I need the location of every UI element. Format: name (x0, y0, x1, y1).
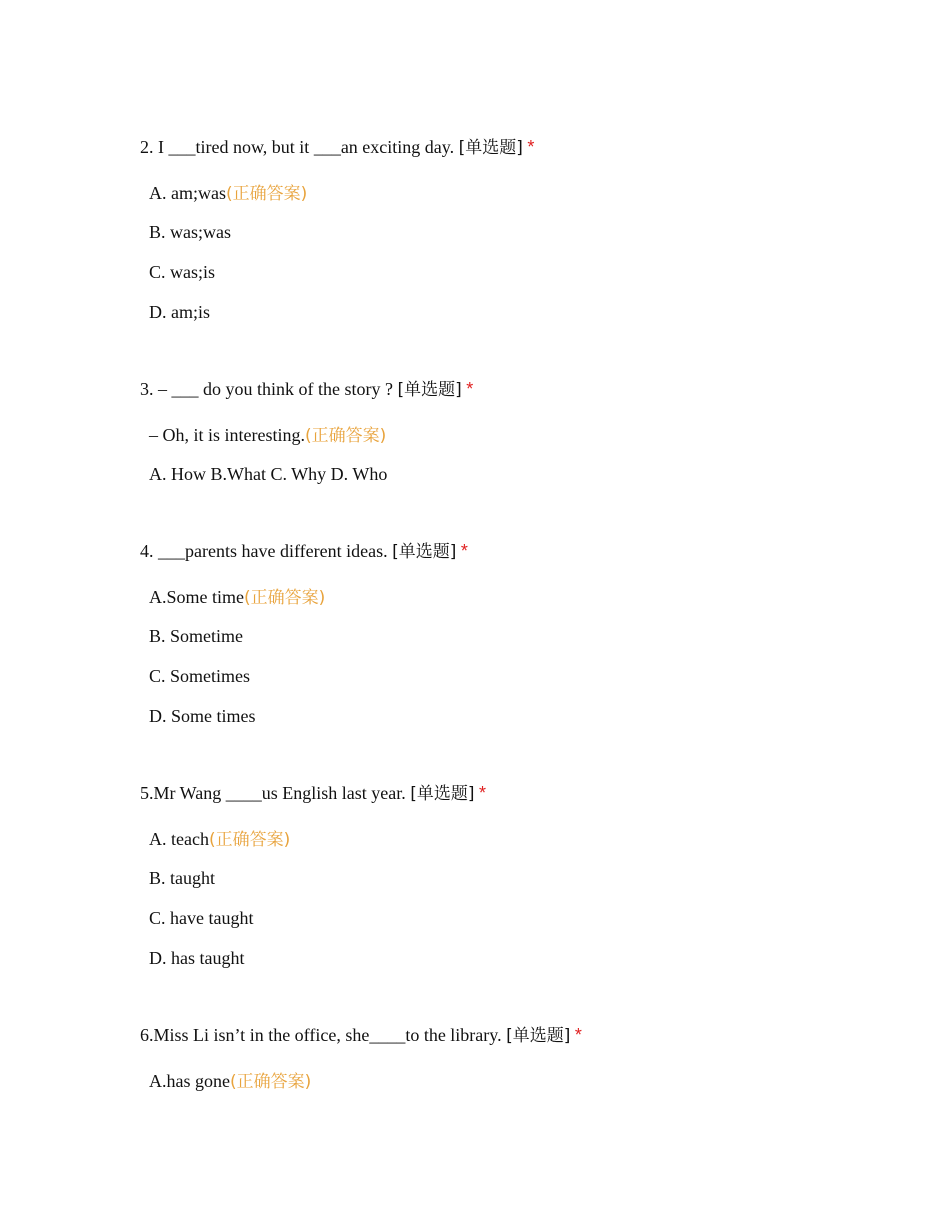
question-5-option-c (149, 907, 253, 929)
option-text: A.has gone (149, 1071, 230, 1091)
correct-answer-marker: (正确答案) (229, 1072, 312, 1092)
option-text: – Oh, it is interesting. (149, 425, 305, 445)
question-3-options-line (149, 463, 387, 485)
question-4-option-c (149, 665, 250, 687)
question-2-option-d (149, 301, 210, 323)
option-text: B. Sometime (149, 626, 243, 646)
option-text: A. How B.What C. Why D. Who (149, 464, 388, 484)
question-type-tag: [单选题] (392, 542, 457, 562)
question-3-stem (140, 378, 473, 401)
required-marker: * (527, 137, 535, 157)
question-type-tag: [单选题] (458, 138, 523, 158)
option-text: A.Some time (149, 587, 244, 607)
question-text: 2. I ___tired now, but it ___an exciting day. (140, 137, 459, 157)
option-text: D. Some times (149, 706, 256, 726)
question-4-stem (140, 540, 468, 563)
required-marker: * (478, 783, 486, 803)
question-2-stem (140, 136, 534, 159)
option-text: B. taught (149, 868, 215, 888)
question-text: 4. ___parents have different ideas. (140, 541, 393, 561)
option-text: A. teach (149, 829, 209, 849)
question-5-stem (140, 782, 486, 805)
question-type-tag: [单选题] (397, 380, 462, 400)
question-5-option-d (149, 947, 244, 969)
question-6-option-a (149, 1070, 311, 1093)
correct-answer-marker: (正确答案) (225, 184, 308, 204)
question-type-tag: [单选题] (410, 784, 475, 804)
required-marker: * (460, 541, 468, 561)
question-6-stem (140, 1024, 582, 1047)
option-text: C. have taught (149, 908, 254, 928)
option-text: D. has taught (149, 948, 245, 968)
question-4-option-d (149, 705, 256, 727)
correct-answer-marker: (正确答案) (208, 830, 291, 850)
option-text: B. was;was (149, 222, 231, 242)
question-4-option-b (149, 625, 243, 647)
question-2-option-c (149, 261, 215, 283)
question-text: 6.Miss Li isn’t in the office, she____to the library. (140, 1025, 507, 1045)
question-3-answer-line (149, 424, 386, 447)
question-text: 3. – ___ do you think of the story ? (140, 379, 398, 399)
question-4-option-a (149, 586, 325, 609)
option-text: C. was;is (149, 262, 216, 282)
question-2-option-b (149, 221, 231, 243)
required-marker: * (466, 379, 474, 399)
question-text: 5.Mr Wang ____us English last year. (140, 783, 411, 803)
correct-answer-marker: (正确答案) (305, 426, 387, 446)
question-type-tag: [单选题] (506, 1026, 571, 1046)
question-5-option-b (149, 867, 215, 889)
question-5-option-a (149, 828, 290, 851)
option-text: C. Sometimes (149, 666, 251, 686)
option-text: D. am;is (149, 302, 210, 322)
option-text: A. am;was (149, 183, 226, 203)
required-marker: * (574, 1025, 582, 1045)
question-2-option-a (149, 182, 307, 205)
correct-answer-marker: (正确答案) (244, 588, 326, 608)
